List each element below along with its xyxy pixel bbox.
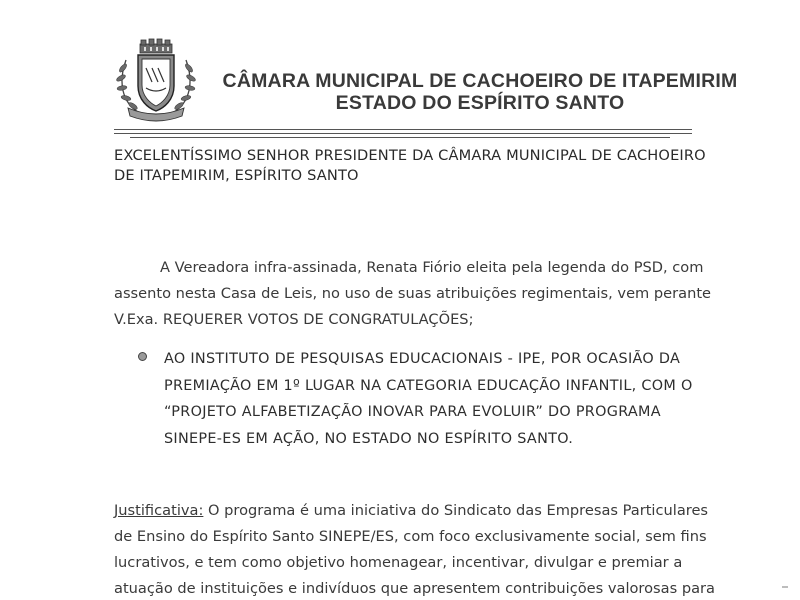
paragraph-line: lucrativos, e tem como objetivo homenagear, incentivar, divulgar e premiar a — [114, 554, 683, 571]
justification-text: O programa é uma iniciativa do Sindicato das Empresas Particulares — [203, 502, 709, 519]
bullet-text — [164, 346, 734, 452]
chamber-title: CÂMARA MUNICIPAL DE CACHOEIRO DE ITAPEMIRIM — [222, 70, 738, 92]
header-divider — [130, 137, 670, 138]
paragraph-line: V.Exa. REQUERER VOTOS DE CONGRATULAÇÕES; — [114, 311, 474, 328]
paragraph-line: atuação de instituições e indivíduos que apresentem contribuições valorosas para — [114, 580, 715, 597]
bullet-line: AO INSTITUTO DE PESQUISAS EDUCACIONAIS - IPE, POR OCASIÃO DA — [164, 351, 681, 367]
justification-paragraph — [114, 498, 734, 600]
bullet-line: “PROJETO ALFABETIZAÇÃO INOVAR PARA EVOLUIR” DO PROGRAMA — [164, 404, 661, 420]
paragraph-line — [114, 498, 734, 524]
bullet-line: PREMIAÇÃO EM 1º LUGAR NA CATEGORIA EDUCAÇÃO INFANTIL, COM O — [164, 377, 693, 394]
coat-of-arms-icon — [114, 38, 198, 122]
intro-paragraph — [114, 255, 734, 333]
state-title: ESTADO DO ESPÍRITO SANTO — [335, 92, 625, 114]
addressee-line: DE ITAPEMIRIM, ESPÍRITO SANTO — [114, 167, 359, 184]
header-divider — [114, 129, 692, 130]
addressee-line: EXCELENTÍSSIMO SENHOR PRESIDENTE DA CÂMARA MUNICIPAL DE CACHOEIRO — [114, 147, 706, 164]
justification-label: Justificativa: — [114, 502, 204, 519]
addressee-block — [114, 146, 734, 186]
paragraph-line: assento nesta Casa de Leis, no uso de suas atribuições regimentais, vem perante — [114, 285, 712, 302]
header-divider — [114, 133, 692, 134]
bullet-line: SINEPE-ES EM AÇÃO, NO ESTADO NO ESPÍRITO SANTO. — [164, 430, 574, 447]
paragraph-line: A Vereadora infra-assinada, Renata Fiório eleita pela legenda do PSD, com — [160, 259, 704, 276]
scan-artifact — [782, 586, 788, 588]
bullet-icon — [138, 352, 147, 361]
paragraph-line: de Ensino do Espírito Santo SINEPE/ES, com foco exclusivamente social, sem fins — [114, 528, 707, 545]
